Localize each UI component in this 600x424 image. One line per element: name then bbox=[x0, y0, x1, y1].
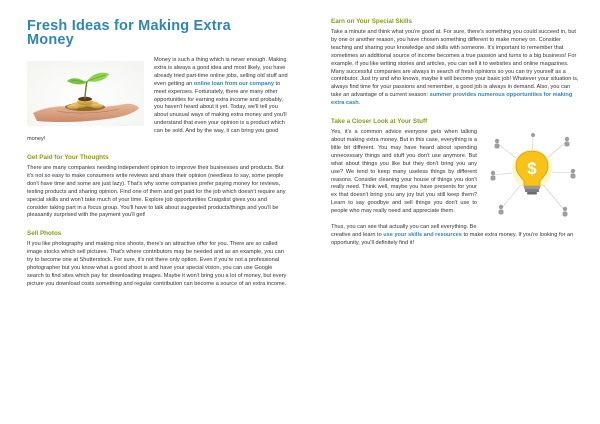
section-heading-sell-photos: Sell Photos bbox=[27, 230, 62, 238]
page-title-line-1: Fresh Ideas for Making Extra bbox=[27, 18, 231, 34]
closing-text-part-1: Thus, you can see that actually you can sell everything. Be creative and learn to bbox=[331, 224, 477, 238]
svg-text:$: $ bbox=[527, 159, 537, 179]
section-text-get-paid: There are many companies needing independent opinion to improve their businesses and products. But it's not so easy to make consumers write reviews and share their opinion (needless to say, some people don't have time and some are just lazy). That's why some companies prefer paying money for reviews, testing products and sharing opinion. Find one of them and get paid for the job which doesn't require any special skills and won't take much of your time. Explore job opportunities Craigslist gives you and consider taking part in a focus group. You'll have to talk about suggested products/things and you'll be pleasantly surprised with the payment you'll get! bbox=[27, 164, 286, 219]
lightbulb-dollar-icon bbox=[483, 131, 581, 223]
section-text-your-stuff: Yes, it's a common advice everyone gets when talking about making extra money. But in this case, everything is a little bit different. You may have heard about spending unnecessary things and stuff you don't use anymore. But what about things you like but they don't bring you any use? We tend to keep many useless things by different reasons. Consider cleaning your house of things you don't really need. Think well, maybe you have presents for your ex that doesn't bring you any joy but you still keep them? Learn to say goodbye and sell things you don't use to people who may really need and appreciate them. bbox=[331, 129, 477, 215]
special-skills-text: Take a minute and think what you're good at. For sure, there's something you could succeed in, but by one or another reason, you have chosen something different to make money on. Consider teaching and sharing your knowledge and skills with someone. It's important to remember that sometimes an additional source of income becomes a true passion and turns to a big business! For example, if you like writing stories and articles, you can sell it to websites and online magazines. Many successful companies are always in search of fresh opinions so you can try yourself as a contributor. Just try and who knows, maybe it will become your basic job! Whatever your situation is, always find time for your passions and remember, a good job is always in demand. Also, you can take an advantage of a current season: bbox=[331, 29, 579, 99]
your-stuff-block bbox=[331, 129, 581, 216]
page-title bbox=[27, 20, 289, 47]
section-heading-your-stuff: Take a Closer Look at Your Stuff bbox=[331, 118, 428, 126]
intro-section bbox=[27, 57, 289, 144]
summer-opportunities-link[interactable]: summer provides numerous opportunities for making extra cash bbox=[331, 92, 573, 107]
lightbulb-image bbox=[483, 131, 581, 223]
money-plant-illustration bbox=[27, 61, 144, 126]
closing-paragraph bbox=[331, 224, 581, 248]
money-plant-image bbox=[27, 61, 144, 126]
special-skills-end: . bbox=[358, 100, 361, 107]
skills-resources-link[interactable]: use your skills and resources bbox=[383, 231, 462, 238]
section-heading-get-paid: Get Paid for Your Thoughts bbox=[27, 153, 109, 161]
section-text-sell-photos: If you like photography and making nice shoots, there's an attractive offer for you. There are so called image stocks which sell pictures. That's where contributors may be needed and as an example, you can try to become one at Shutterstock. For sure, it's not there only option. Even if you're not a professional photographer but you know what a good shoot is and have your special vision, you can use Google search to find sites which pay for downloading images. Maybe it won't bring you a lot of money, but every picture you download costs something and regular contribution can become a source of an extra income. bbox=[27, 241, 287, 287]
left-column bbox=[27, 20, 289, 289]
online-loan-link[interactable]: online loan from our company bbox=[193, 80, 274, 87]
closing-text-part-2: to make extra money. If you're looking for an opportunity, you'll definitely find it! bbox=[331, 231, 574, 246]
intro-text-part-2: to meet expenses. Fortunately, there are many other opportunities for earning extra income and probably, you haven't heard about it yet. Today, we'll tell you about unusual ways of making extra money and you'll understand that even your opinion is a product which can be sold. And by the way, it can bring you good money! bbox=[27, 80, 287, 143]
section-heading-special-skills: Earn on Your Special Skills bbox=[331, 18, 412, 25]
intro-text-part-1: Money is such a thing which is never enough. Making extra is always a good idea and most likely, you have already tried part-time online jobs, selling old stuff and even getting an bbox=[154, 57, 288, 87]
right-column bbox=[331, 18, 581, 248]
section-text-special-skills bbox=[331, 29, 581, 108]
page-title-line-2: Money bbox=[27, 31, 74, 48]
